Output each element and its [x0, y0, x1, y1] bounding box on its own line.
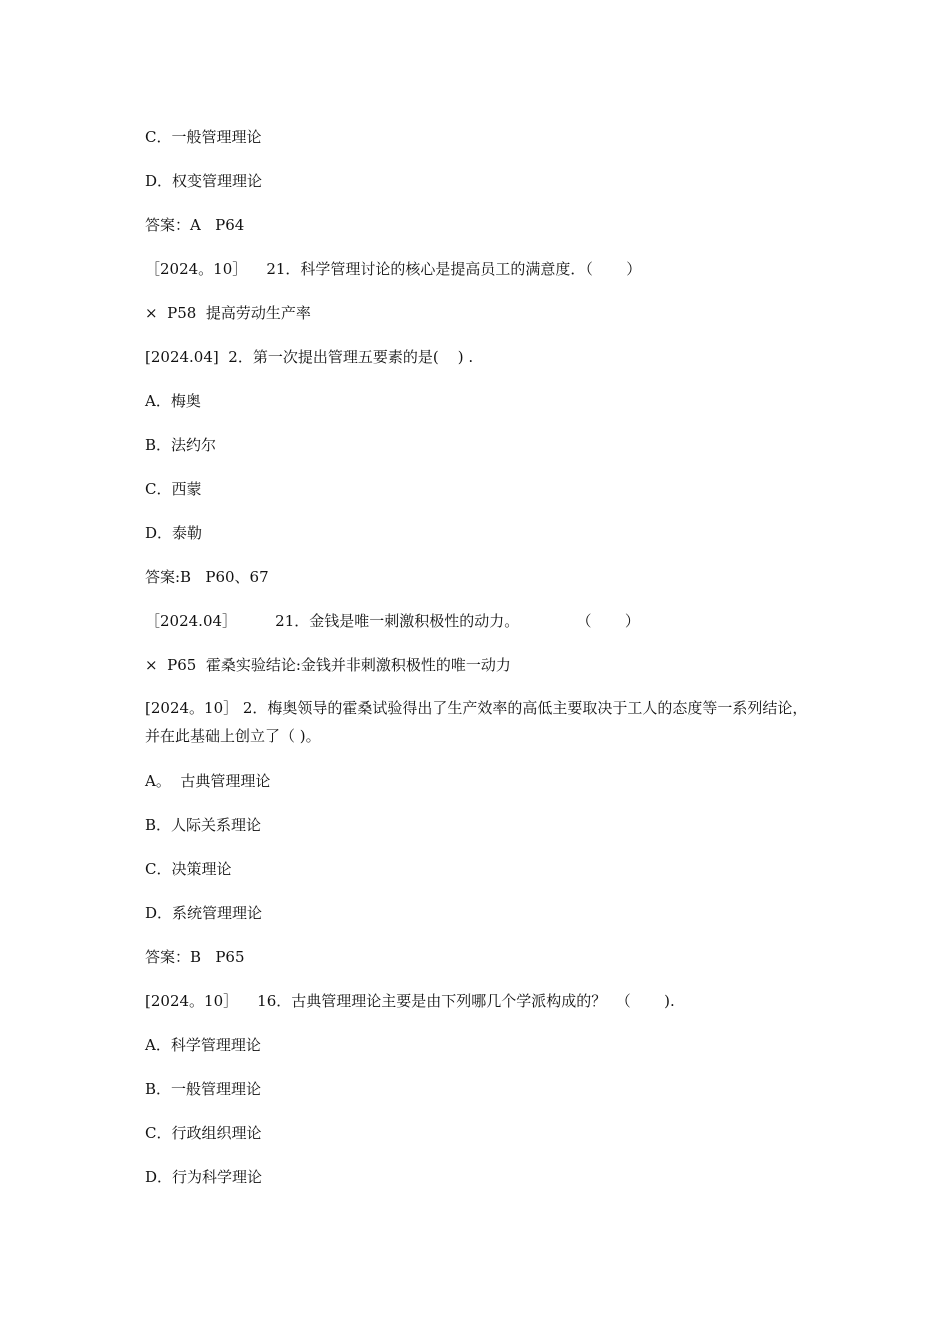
question-line: ［2024.04］ 21．金钱是唯一刺激积极性的动力。 （ ）: [145, 612, 640, 630]
option-d-contingency-management: D．权变管理理论: [145, 172, 263, 190]
answer-line: × P58 提高劳动生产率: [145, 304, 311, 322]
answer-line: × P65 霍桑实验结论:金钱并非刺激积极性的唯一动力: [145, 656, 511, 674]
question-line: ［2024。10］ 21．科学管理讨论的核心是提高员工的满意度．（ ）: [145, 260, 642, 278]
answer-line: 答案：A P64: [145, 216, 245, 234]
option-c: C．西蒙: [145, 480, 202, 498]
answer-line: 答案：B P65: [145, 948, 245, 966]
option-b: B．人际关系理论: [145, 816, 262, 834]
option-a: A．梅奥: [145, 392, 201, 410]
option-d: D．行为科学理论: [145, 1168, 263, 1186]
question-line: [2024.04] 2．第一次提出管理五要素的是( ) .: [145, 348, 474, 366]
option-d: D．泰勒: [145, 524, 203, 542]
option-a: A．科学管理理论: [145, 1036, 261, 1054]
option-d: D．系统管理理论: [145, 904, 263, 922]
option-c: C．决策理论: [145, 860, 232, 878]
option-b: B．法约尔: [145, 436, 217, 454]
answer-line: 答案:B P60、67: [145, 568, 269, 586]
option-c: C．行政组织理论: [145, 1124, 262, 1142]
question-line: [2024。10］ 16．古典管理理论主要是由下列哪几个学派构成的？ （ ).: [145, 992, 675, 1010]
question-line-wrapped: [2024。10］ 2．梅奥领导的霍桑试验得出了生产效率的高低主要取决于工人的态度等一系列结论，并在此基础上创立了（ )。: [145, 699, 808, 745]
option-b: B．一般管理理论: [145, 1080, 262, 1098]
option-c-general-management: C．一般管理理论: [145, 128, 262, 146]
option-a: A。 古典管理理论: [145, 772, 271, 790]
